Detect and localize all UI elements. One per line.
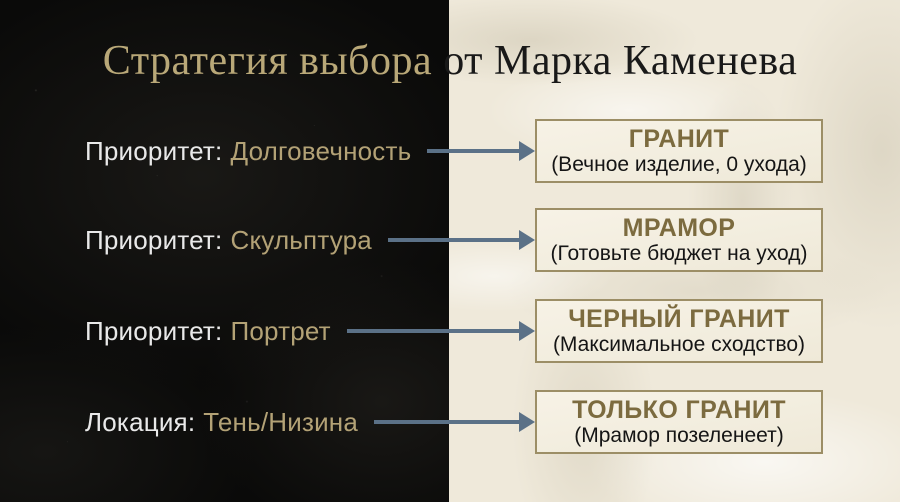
arrow-right-icon xyxy=(519,230,535,250)
strategy-row xyxy=(85,208,823,272)
arrow-connector xyxy=(388,230,535,250)
result-box xyxy=(535,299,823,363)
row-label xyxy=(85,227,372,253)
result-note: (Готовьте бюджет на уход) xyxy=(550,241,808,265)
result-box xyxy=(535,119,823,183)
strategy-row xyxy=(85,299,823,363)
row-label-value: Портрет xyxy=(230,316,331,346)
page-title xyxy=(0,38,900,84)
result-note: (Мрамор позеленеет) xyxy=(574,423,784,447)
row-label-prefix: Локация: xyxy=(85,407,196,437)
row-label-value: Тень/Низина xyxy=(203,407,359,437)
title-strategy: Стратегия выбора xyxy=(102,38,433,84)
row-label-prefix: Приоритет: xyxy=(85,225,223,255)
row-label-value: Долговечность xyxy=(230,136,412,166)
arrow-shaft xyxy=(347,329,519,333)
row-label-prefix: Приоритет: xyxy=(85,136,223,166)
result-note: (Вечное изделие, 0 ухода) xyxy=(551,152,807,176)
row-label xyxy=(85,409,358,435)
arrow-shaft xyxy=(388,238,519,242)
arrow-shaft xyxy=(374,420,519,424)
strategy-row xyxy=(85,390,823,454)
strategy-row xyxy=(85,119,823,183)
arrow-right-icon xyxy=(519,412,535,432)
row-label-prefix: Приоритет: xyxy=(85,316,223,346)
arrow-connector xyxy=(427,141,535,161)
arrow-connector xyxy=(347,321,535,341)
row-label xyxy=(85,138,411,164)
row-label xyxy=(85,318,331,344)
arrow-shaft xyxy=(427,149,519,153)
result-note: (Максимальное сходство) xyxy=(552,332,806,356)
result-title: ЧЕРНЫЙ ГРАНИТ xyxy=(568,304,790,333)
arrow-connector xyxy=(374,412,535,432)
result-box xyxy=(535,208,823,272)
result-box xyxy=(535,390,823,454)
arrow-right-icon xyxy=(519,321,535,341)
result-title: ТОЛЬКО ГРАНИТ xyxy=(572,395,786,424)
title-author: от Марка Каменева xyxy=(432,38,798,84)
result-title: МРАМОР xyxy=(622,213,736,242)
result-title: ГРАНИТ xyxy=(628,124,730,153)
row-label-value: Скульптура xyxy=(230,225,372,255)
arrow-right-icon xyxy=(519,141,535,161)
